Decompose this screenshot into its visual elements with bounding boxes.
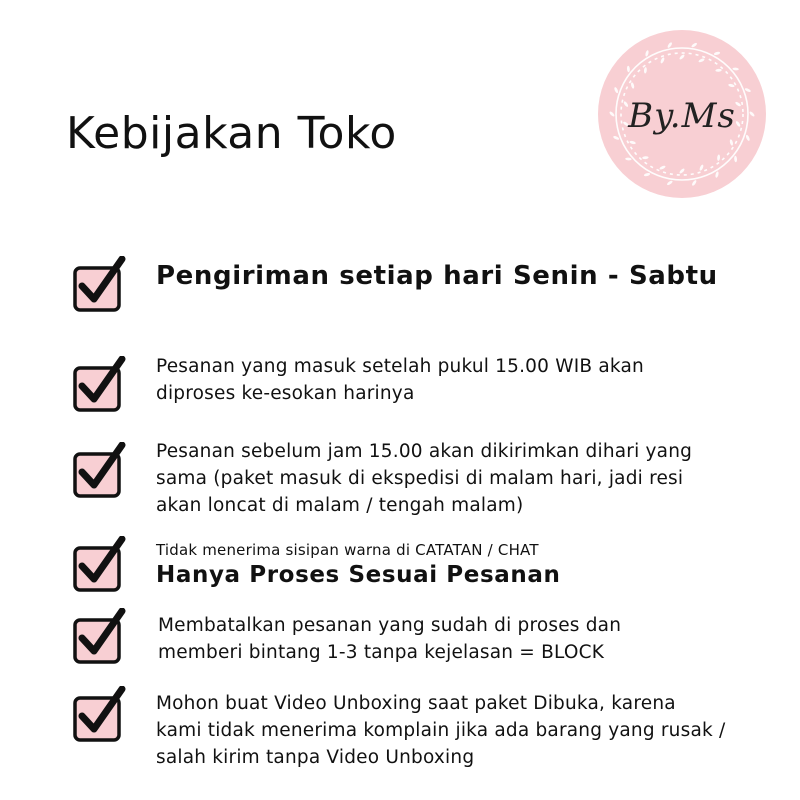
checkbox-checked-icon	[72, 442, 130, 500]
list-item-text: Mohon buat Video Unboxing saat paket Dibuka, karena kami tidak menerima komplain jika ada barang yang rusak / salah kirim tanpa Video Unboxing	[156, 693, 726, 768]
list-item-text: Pesanan sebelum jam 15.00 akan dikirimkan dihari yang sama (paket masuk di ekspedisi di malam hari, jadi resi akan loncat di malam / tengah malam)	[156, 441, 693, 516]
list-item-note: Tidak menerima sisipan warna di CATATAN / CHAT	[156, 541, 539, 559]
checkbox-checked-icon	[72, 608, 130, 666]
logo	[598, 30, 766, 198]
checkbox-checked-icon	[72, 686, 130, 744]
list-item-text: Membatalkan pesanan yang sudah di proses dan memberi bintang 1-3 tanpa kejelasan = BLOCK	[158, 615, 622, 663]
checkbox-checked-icon	[72, 536, 130, 594]
list-item-title: Hanya Proses Sesuai Pesanan	[156, 562, 561, 588]
checkbox-checked-icon	[72, 356, 130, 414]
checkbox-checked-icon	[72, 256, 130, 314]
page-title: Kebijakan Toko	[66, 108, 397, 159]
list-item-text: Pesanan yang masuk setelah pukul 15.00 WIB akan diproses ke-esokan harinya	[156, 356, 644, 404]
list-item-text	[156, 540, 726, 590]
logo-text: By.Ms	[628, 96, 736, 136]
list-item-text: Pengiriman setiap hari Senin - Sabtu	[156, 261, 718, 291]
